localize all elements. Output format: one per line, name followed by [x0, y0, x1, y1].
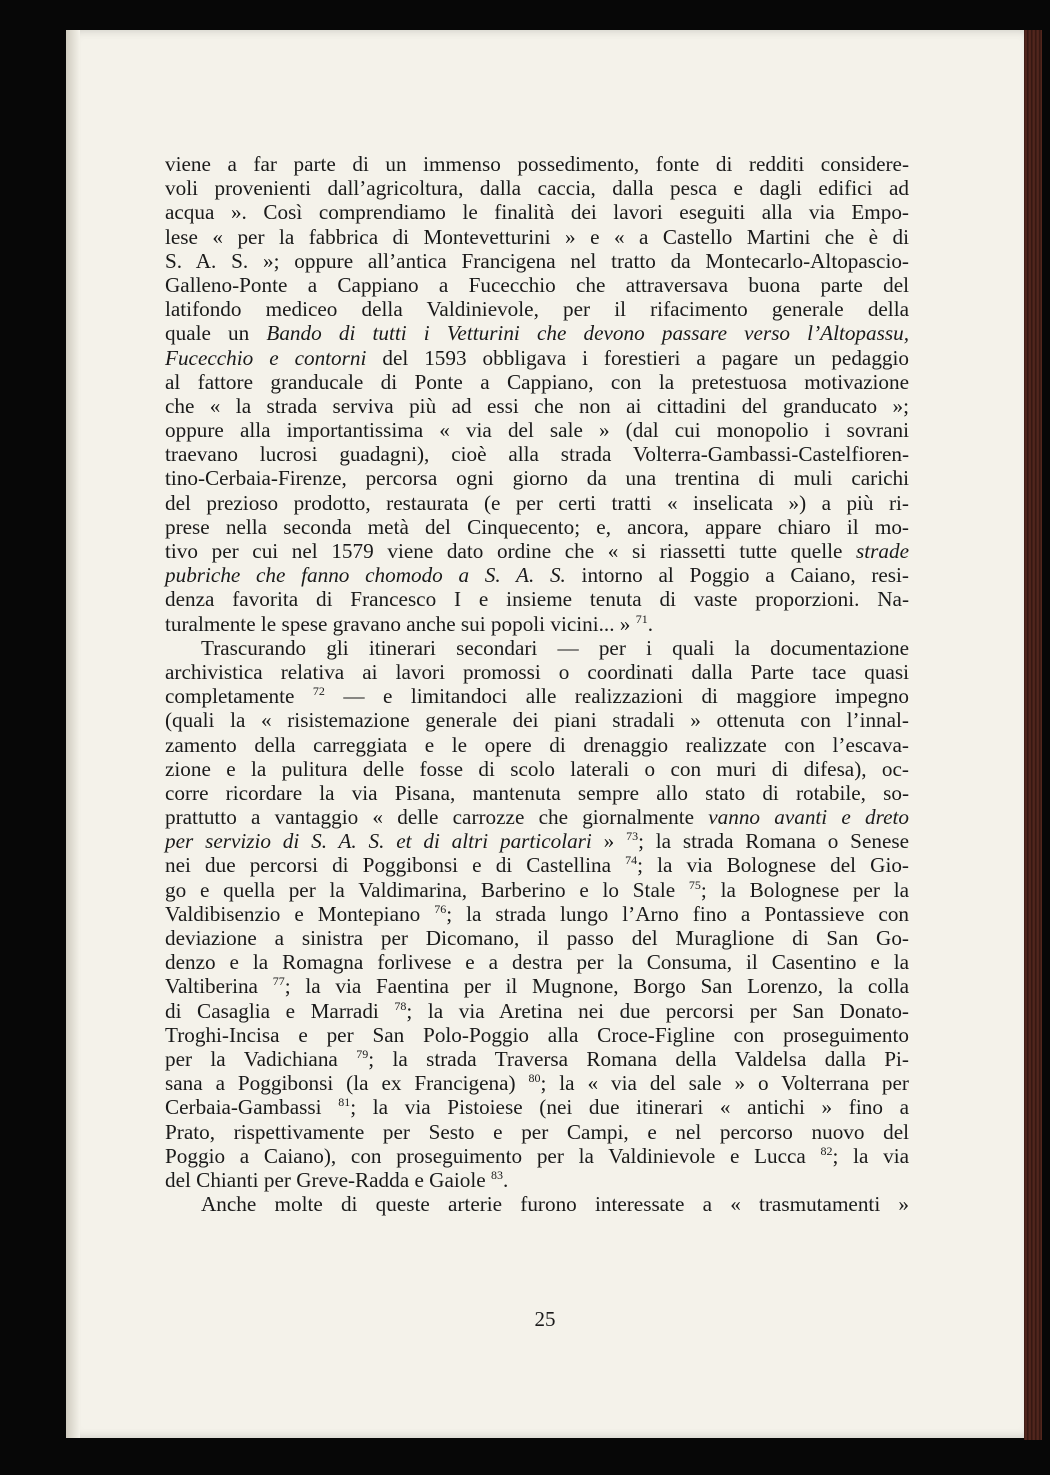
text-line: completamente $^{72}$ — e limitandoci alle realizzazioni di maggiore impegno: [165, 684, 909, 709]
text-line: denzo e la Romagna forlivese e a destra per la Consuma, il Casentino e la: [165, 950, 909, 975]
text-line: voli provenienti dall’agricoltura, dalla caccia, dalla pesca e dagli edifici ad: [165, 176, 909, 201]
book-page: [66, 30, 1024, 1438]
text-line: al fattore granducale di Ponte a Cappiano, con la pretestuosa motivazione: [165, 369, 909, 394]
page-number: 25: [534, 1307, 556, 1331]
footnote-ref: 74: [625, 853, 638, 868]
text-line: quale un Bando di tutti i Vetturini che devono passare verso l’Altopassu,: [165, 321, 910, 346]
text-line: che « la strada serviva più ad essi che non ai cittadini del granducato »;: [165, 393, 909, 418]
text-line: lese « per la fabbrica di Montevetturini » e « a Castello Martini che è di: [165, 224, 909, 249]
footnote-ref: 79: [356, 1046, 369, 1061]
footnote-ref: 82: [820, 1143, 833, 1158]
text-line: per servizio di S. A. S. et di altri particolari » $^{73}$; la strada Romana o Senese: [165, 829, 910, 854]
footnote-ref: 72: [312, 684, 325, 699]
text-line: Prato, rispettivamente per Sesto e per Campi, e nel percorso nuovo del: [165, 1119, 909, 1144]
text-line: del prezioso prodotto, restaurata (e per certi tratti « inselicata ») a più ri-: [165, 490, 909, 515]
footnote-ref: 75: [688, 877, 701, 892]
text-line: per la Vadichiana $^{79}$; la strada Traversa Romana della Valdelsa dalla Pi-: [165, 1046, 909, 1071]
text-line: pubriche che fanno chomodo a S. A. S. intorno al Poggio a Caiano, resi-: [165, 563, 909, 588]
text-line: tino-Cerbaia-Firenze, percorsa ogni giorno da una trentina di muli carichi: [165, 466, 909, 491]
text-line: latifondo mediceo della Valdinievole, per il rifacimento generale della: [165, 297, 909, 322]
footnote-ref: 80: [528, 1071, 541, 1086]
text-line: traevano lucrosi guadagni), cioè alla strada Volterra-Gambassi-Castelfioren-: [165, 442, 909, 467]
text-line: Galleno-Ponte a Cappiano a Fucecchio che attraversava buona parte del: [165, 272, 909, 297]
footnote-ref: 73: [626, 829, 639, 844]
footnote-ref: 71: [635, 611, 648, 626]
text-line: tivo per cui nel 1579 viene dato ordine che « si riassetti tutte quelle strade: [165, 539, 909, 563]
text-line: oppure alla importantissima « via del sale » (dal cui monopolio i sovrani: [165, 418, 909, 443]
text-line: turalmente le spese gravano anche sui popoli vicini... » $^{71}$.: [165, 611, 653, 636]
text-line: Fucecchio e contorni del 1593 obbligava i forestieri a pagare un pedaggio: [165, 345, 909, 370]
footnote-ref: 78: [394, 998, 407, 1013]
text-line: S. A. S. »; oppure all’antica Francigena nel tratto da Montecarlo-Altopascio-: [165, 248, 909, 273]
footnote-ref: 77: [272, 974, 285, 989]
footnote-ref: 76: [434, 901, 447, 916]
text-line: archivistica relativa ai lavori promossi o coordinati dalla Parte tace quasi: [165, 659, 909, 684]
paragraph-start-line: Anche molte di queste arterie furono interessate a « trasmutamenti »: [201, 1192, 909, 1217]
text-line: go e quella per la Valdimarina, Barberino e lo Stale $^{75}$; la Bolognese per la: [165, 877, 910, 902]
text-line: corre ricordare la via Pisana, mantenuta sempre allo stato di rotabile, so-: [165, 780, 909, 805]
text-line: sana a Poggibonsi (la ex Francigena) $^{80}$; la « via del sale » o Volterrana per: [165, 1071, 909, 1096]
page-gutter-shadow: [66, 30, 80, 1438]
text-line: nei due percorsi di Poggibonsi e di Castellina $^{74}$; la via Bolognese del Gio-: [165, 853, 909, 878]
footnote-ref: 83: [490, 1167, 503, 1182]
text-line: Valtiberina $^{77}$; la via Faentina per il Mugnone, Borgo San Lorenzo, la colla: [165, 974, 909, 999]
text-line: Valdibisenzio e Montepiano $^{76}$; la strada lungo l’Arno fino a Pontassieve con: [165, 901, 910, 926]
text-line: Cerbaia-Gambassi $^{81}$; la via Pistoiese (nei due itinerari « antichi » fino a: [165, 1095, 909, 1120]
text-line: prattutto a vantaggio « delle carrozze che giornalmente vanno avanti e dreto: [165, 805, 909, 830]
text-line: zamento della carreggiata e le opere di drenaggio realizzate con l’escava-: [165, 732, 909, 757]
body-text: [165, 152, 909, 1216]
text-line: di Casaglia e Marradi $^{78}$; la via Aretina nei due percorsi per San Donato-: [165, 998, 909, 1023]
text-line: Poggio a Caiano), con proseguimento per la Valdinievole e Lucca $^{82}$; la via: [165, 1143, 910, 1168]
text-line: del Chianti per Greve-Radda e Gaiole $^{83}$.: [165, 1167, 509, 1192]
text-line: deviazione a sinistra per Dicomano, il passo del Muraglione di San Go-: [165, 926, 909, 950]
text-line: zione e la pulitura delle fosse di scolo laterali o con muri di difesa), oc-: [165, 756, 909, 781]
footnote-ref: 81: [338, 1095, 351, 1110]
book-page-edges: [1024, 30, 1042, 1440]
text-line: (quali la « risistemazione generale dei piani stradali » ottenuta con l’innal-: [165, 708, 909, 733]
paragraph-start-line: Trascurando gli itinerari secondari — per i quali la documentazione: [201, 635, 909, 660]
text-line: denza favorita di Francesco I e insieme tenuta di vaste proporzioni. Na-: [165, 587, 909, 612]
text-line: acqua ». Così comprendiamo le finalità dei lavori eseguiti alla via Empo-: [165, 200, 909, 225]
text-line: prese nella seconda metà del Cinquecento; e, ancora, appare chiaro il mo-: [165, 514, 909, 539]
text-line: viene a far parte di un immenso possedimento, fonte di redditi considere-: [165, 152, 909, 176]
text-line: Troghi-Incisa e per San Polo-Poggio alla Croce-Figline con proseguimento: [165, 1022, 909, 1047]
